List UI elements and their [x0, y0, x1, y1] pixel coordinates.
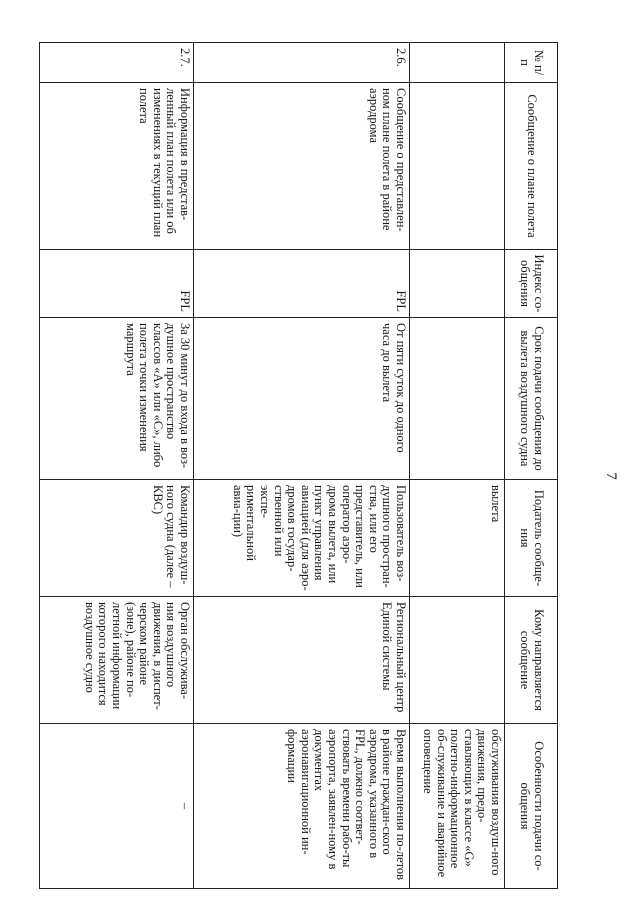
cell-recipient: Региональный центр Единой системы [194, 597, 410, 724]
page-number: 7 [603, 472, 619, 480]
table-row [40, 43, 194, 889]
cell-recipient: Орган обслужива-ния воздушного движения, в диспет-черском районе (зоне), районе по-летной информации которого находится воздушное судно [40, 597, 194, 724]
cell-empty [410, 83, 505, 250]
cell-empty [410, 250, 505, 318]
cell-features: – [40, 724, 194, 889]
cell-features: Время выполнения по-летов в районе граждан-ского аэродрома, указанного в FPL, должно соответ-ствовать времени рабо-ты аэропорта, заявлен-ному в документах аэронавигационной ин-формации [194, 724, 410, 889]
table-row [194, 43, 410, 889]
cell-deadline: От пяти суток до одного часа до вылета [194, 318, 410, 480]
cell-number: 2.6. [194, 43, 410, 83]
cell-empty [410, 318, 505, 480]
header-index: Индекс со-общения [505, 250, 558, 318]
cell-index: FPL [40, 250, 194, 318]
cell-deadline: За 30 минут до входа в воз-душное пространство классов «А» или «С», либо полета точки изменения маршрута [40, 318, 194, 480]
rotated-table-container [40, 42, 558, 888]
header-message: Сообщение о плане полета [505, 83, 558, 250]
cell-empty [410, 43, 505, 83]
cell-submitter: Пользователь воз-душного простран-ства, или его представитель, или оператор аэро-дрома вылета, или пункт управления авиацией (для аэро-дромов государ-ственной или экспе-риментальной авиа-ции) [194, 480, 410, 597]
cell-message: Сообщение о представлен-ном плане полета в районе аэродрома [194, 83, 410, 250]
cell-submitter: вылета [410, 480, 505, 597]
table-header-row [505, 43, 558, 889]
cell-message: Информация в представ-ленный план полета или об изменениях в текущий план полета [40, 83, 194, 250]
table-row-continued [410, 43, 505, 889]
flight-plan-messages-table [39, 42, 558, 889]
cell-submitter: Командир воздуш-ного судна (далее – КВС) [40, 480, 194, 597]
cell-empty [410, 597, 505, 724]
header-submitter: Податель сообще-ния [505, 480, 558, 597]
header-number: № п/п [505, 43, 558, 83]
header-deadline: Срок подачи сообщения до вылета воздушного судна [505, 318, 558, 480]
cell-features: обслуживания воздуш-ного движения, предо-ставляющих в классе «G» полетно-информационное об-служивание и аварийное оповещение [410, 724, 505, 889]
header-recipient: Кому направляется сообщение [505, 597, 558, 724]
cell-index: FPL [194, 250, 410, 318]
cell-number: 2.7. [40, 43, 194, 83]
header-features: Особенности подачи со-общения [505, 724, 558, 889]
